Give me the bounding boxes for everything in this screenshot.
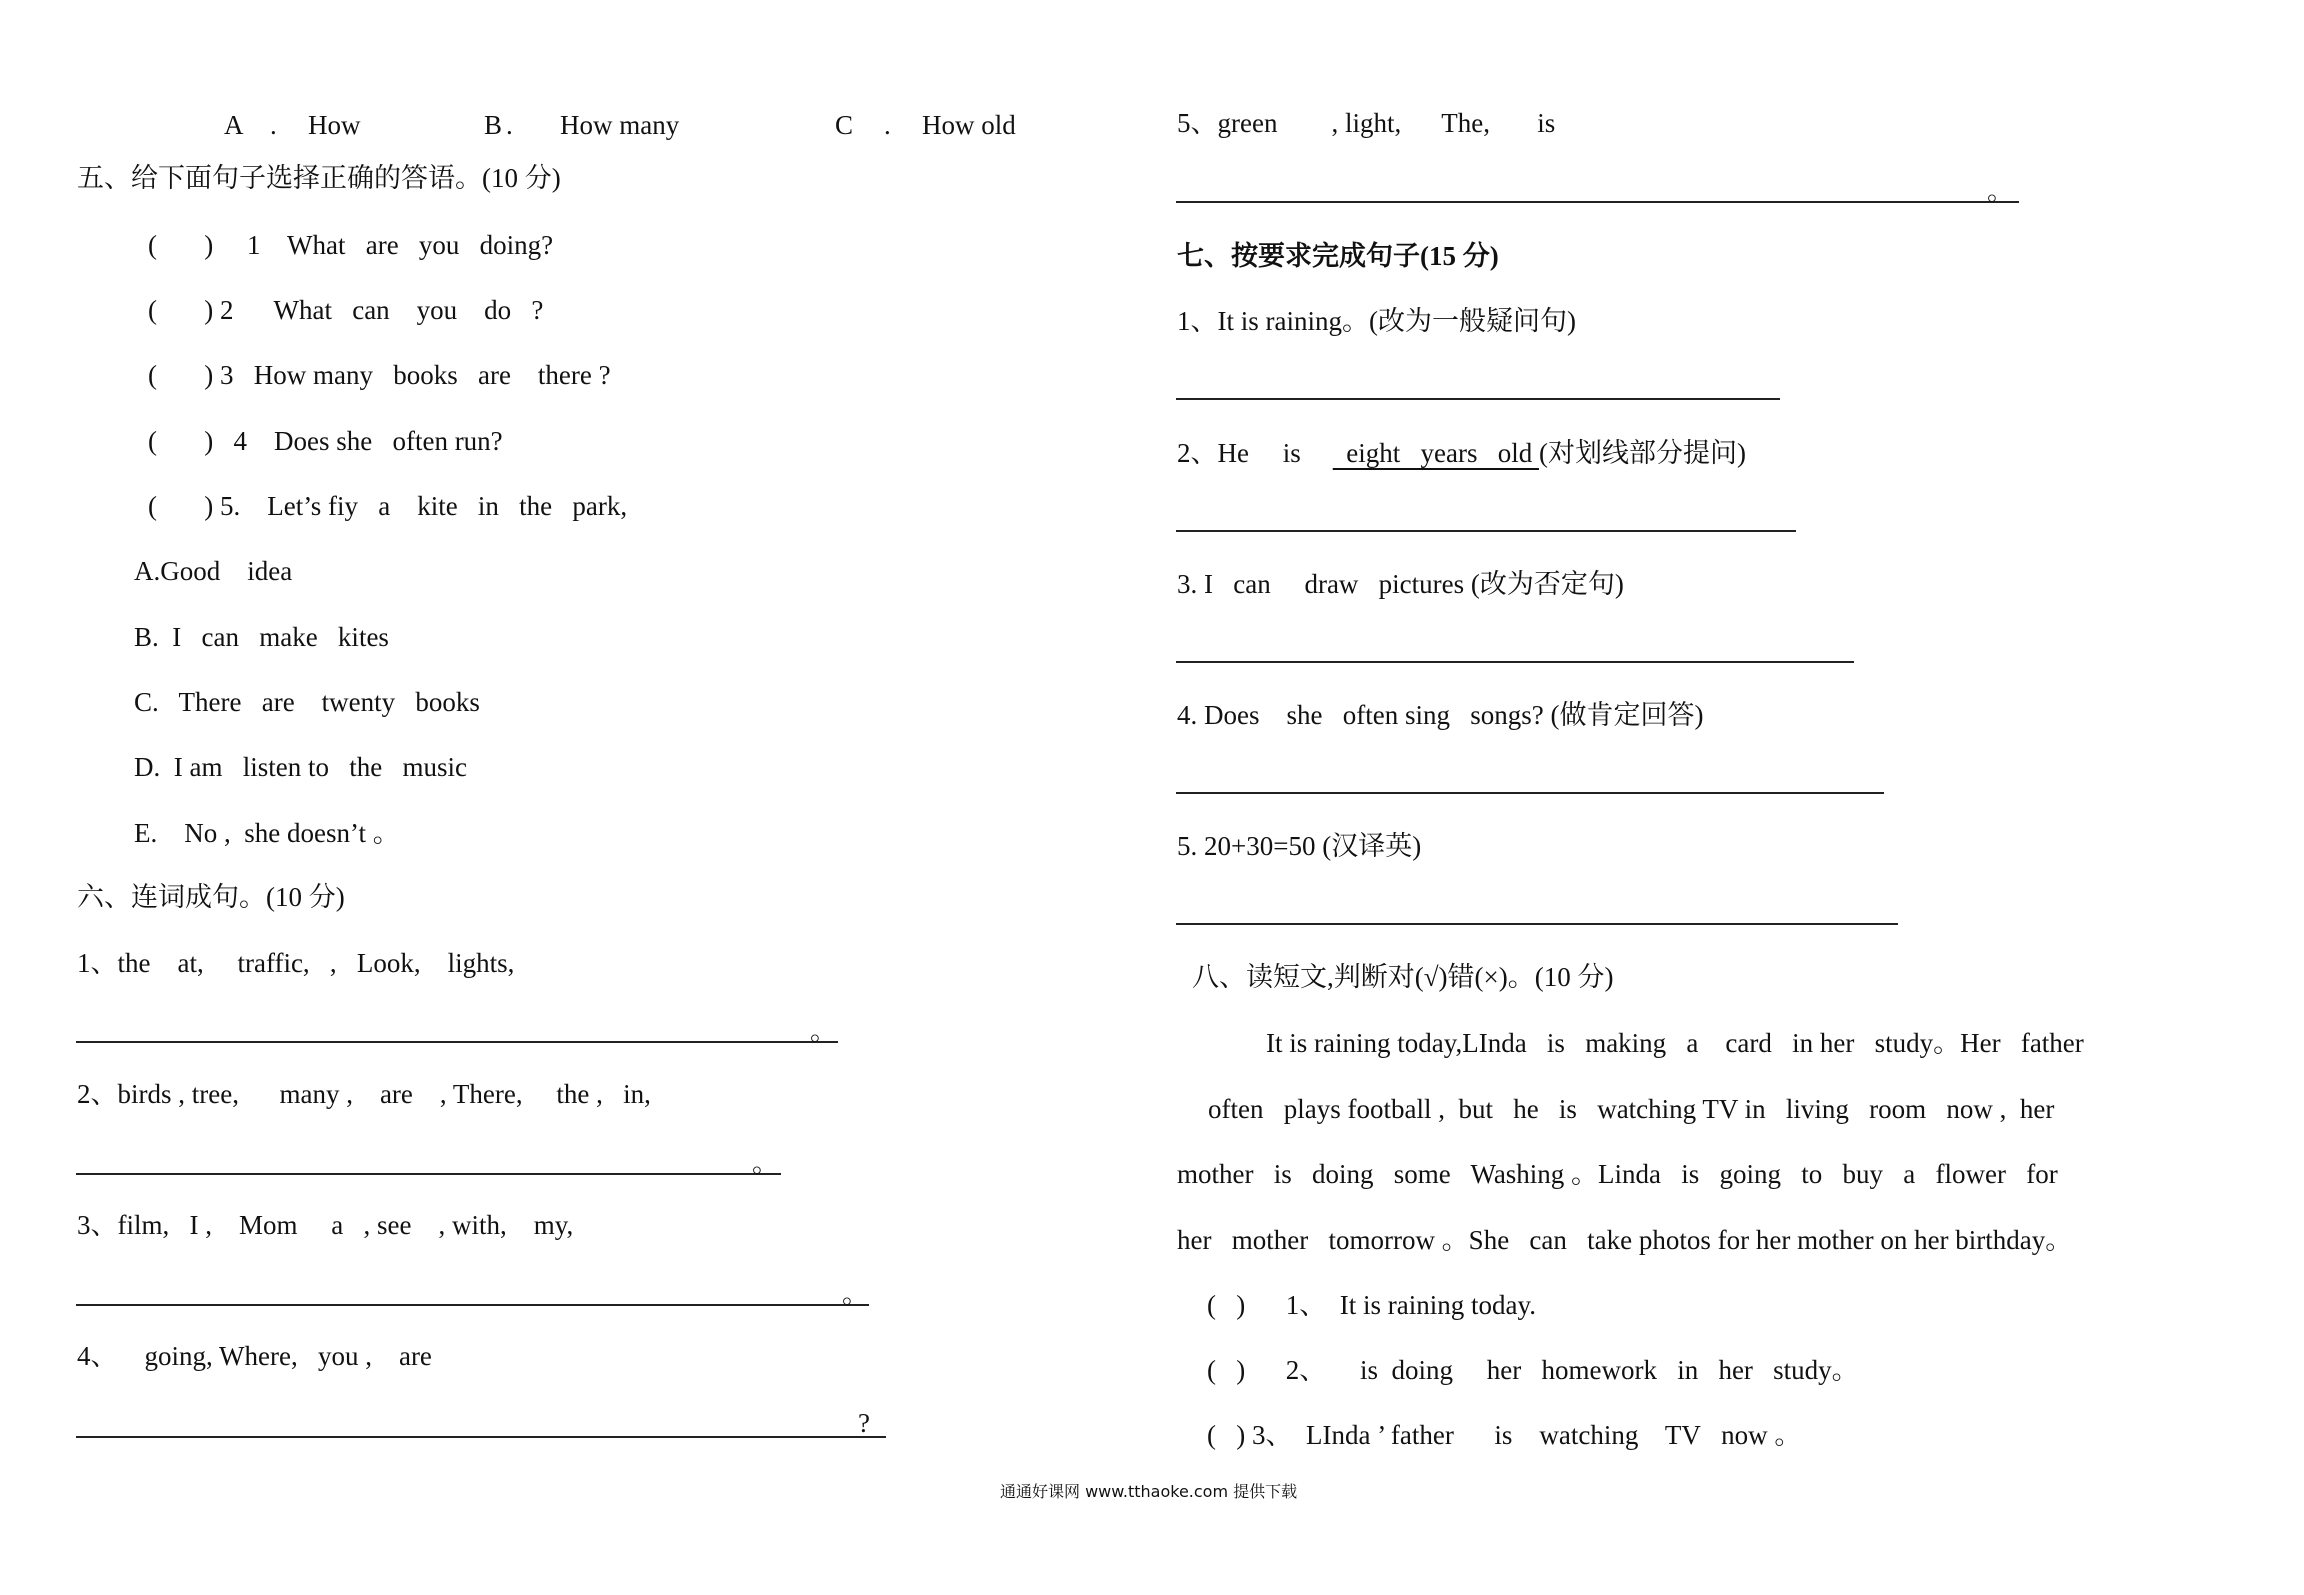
s5-question-2: ( ) 2 What can you do ? xyxy=(148,295,544,325)
s5-answer-c: C. There are twenty books xyxy=(134,687,480,717)
s7-item-1: 1、It is raining。(改为一般疑问句) xyxy=(1177,306,1576,336)
s6-item-4-end-mark: ? xyxy=(858,1408,870,1438)
s5-question-4: ( ) 4 Does she often run? xyxy=(148,426,503,456)
option-b-dot: . xyxy=(506,110,513,140)
s8-passage-line-3: mother is doing some Washing 。Linda is going to buy a flower for xyxy=(1177,1159,2058,1189)
section-7-title: 七、按要求完成句子(15 分) xyxy=(1177,241,1499,271)
s7-item-5-answer-line[interactable] xyxy=(1176,923,1898,925)
s6-item-3-answer-line[interactable] xyxy=(76,1304,869,1306)
s8-statement-3: ( ) 3、 LInda ’ father is watching TV now 。 xyxy=(1207,1420,1802,1450)
option-c-text: How old xyxy=(922,110,1016,140)
s6-item-4-answer-line[interactable] xyxy=(76,1436,886,1438)
s7-item-5: 5. 20+30=50 (汉译英) xyxy=(1177,831,1422,861)
option-b-letter: B xyxy=(484,110,503,140)
s6-item-5-answer-line[interactable] xyxy=(1176,201,2019,203)
section-8-title: 八、读短文,判断对(√)错(×)。(10 分) xyxy=(1192,962,1614,992)
s7-item-2-underlined: eight years old xyxy=(1332,438,1539,468)
option-a-letter: A xyxy=(224,110,244,140)
s5-question-1: ( ) 1 What are you doing? xyxy=(148,230,554,260)
s7-item-3: 3. I can draw pictures (改为否定句) xyxy=(1177,569,1624,599)
s5-answer-d: D. I am listen to the music xyxy=(134,752,467,782)
s6-item-4-words: 4、 going, Where, you , are xyxy=(77,1341,432,1371)
s7-item-2-suffix: (对划线部分提问) xyxy=(1538,438,1746,468)
s5-answer-b: B. I can make kites xyxy=(134,622,389,652)
footer-credit: 通通好课网 www.tthaoke.com 提供下载 xyxy=(1000,1482,1298,1501)
s6-item-2-answer-line[interactable] xyxy=(76,1173,781,1175)
s6-item-2-words: 2、birds , tree, many , are , There, the , in, xyxy=(77,1079,651,1109)
s8-passage-line-2: often plays football , but he is watching TV in living room now , her xyxy=(1208,1094,2055,1124)
s5-question-3: ( ) 3 How many books are there ? xyxy=(148,360,611,390)
s7-item-3-answer-line[interactable] xyxy=(1176,661,1854,663)
s8-statement-1: ( ) 1、 It is raining today. xyxy=(1207,1290,1536,1320)
s6-item-3-end-mark: 。 xyxy=(842,1279,869,1309)
s7-item-2-answer-line[interactable] xyxy=(1176,530,1796,532)
s6-item-1-words: 1、the at, traffic, , Look, lights, xyxy=(77,948,515,978)
section-5-title: 五、给下面句子选择正确的答语。(10 分) xyxy=(77,163,561,193)
s6-item-2-end-mark: 。 xyxy=(752,1148,779,1178)
s8-passage-line-1: It is raining today,LInda is making a card in her study。Her father xyxy=(1266,1028,2084,1058)
option-c-dot: . xyxy=(884,110,891,140)
option-a-dot: . xyxy=(270,110,277,140)
s7-item-2 xyxy=(1177,440,1746,467)
s6-item-3-words: 3、film, I , Mom a , see , with, my, xyxy=(77,1210,574,1240)
s8-passage-line-4: her mother tomorrow 。She can take photos for her mother on her birthday。 xyxy=(1177,1225,2073,1255)
s7-item-4: 4. Does she often sing songs? (做肯定回答) xyxy=(1177,700,1704,730)
option-b-text: How many xyxy=(560,110,680,140)
s8-statement-2: ( ) 2、 is doing her homework in her study。 xyxy=(1207,1355,1859,1385)
option-a-text: How xyxy=(308,110,361,140)
s5-answer-a: A.Good idea xyxy=(134,556,293,586)
s6-item-1-end-mark: 。 xyxy=(810,1016,837,1046)
s7-item-2-prefix: 2、He is xyxy=(1177,438,1301,468)
s5-question-5: ( ) 5. Let’s fiy a kite in the park, xyxy=(148,491,628,521)
s6-item-1-answer-line[interactable] xyxy=(76,1041,838,1043)
s6-item-5-words: 5、green , light, The, is xyxy=(1177,108,1556,138)
s5-answer-e: E. No , she doesn’t 。 xyxy=(134,818,400,848)
s7-item-1-answer-line[interactable] xyxy=(1176,398,1780,400)
s7-item-4-answer-line[interactable] xyxy=(1176,792,1884,794)
option-c-letter: C xyxy=(835,110,854,140)
s6-item-5-end-mark: 。 xyxy=(1987,176,2014,206)
section-6-title: 六、连词成句。(10 分) xyxy=(77,882,345,912)
